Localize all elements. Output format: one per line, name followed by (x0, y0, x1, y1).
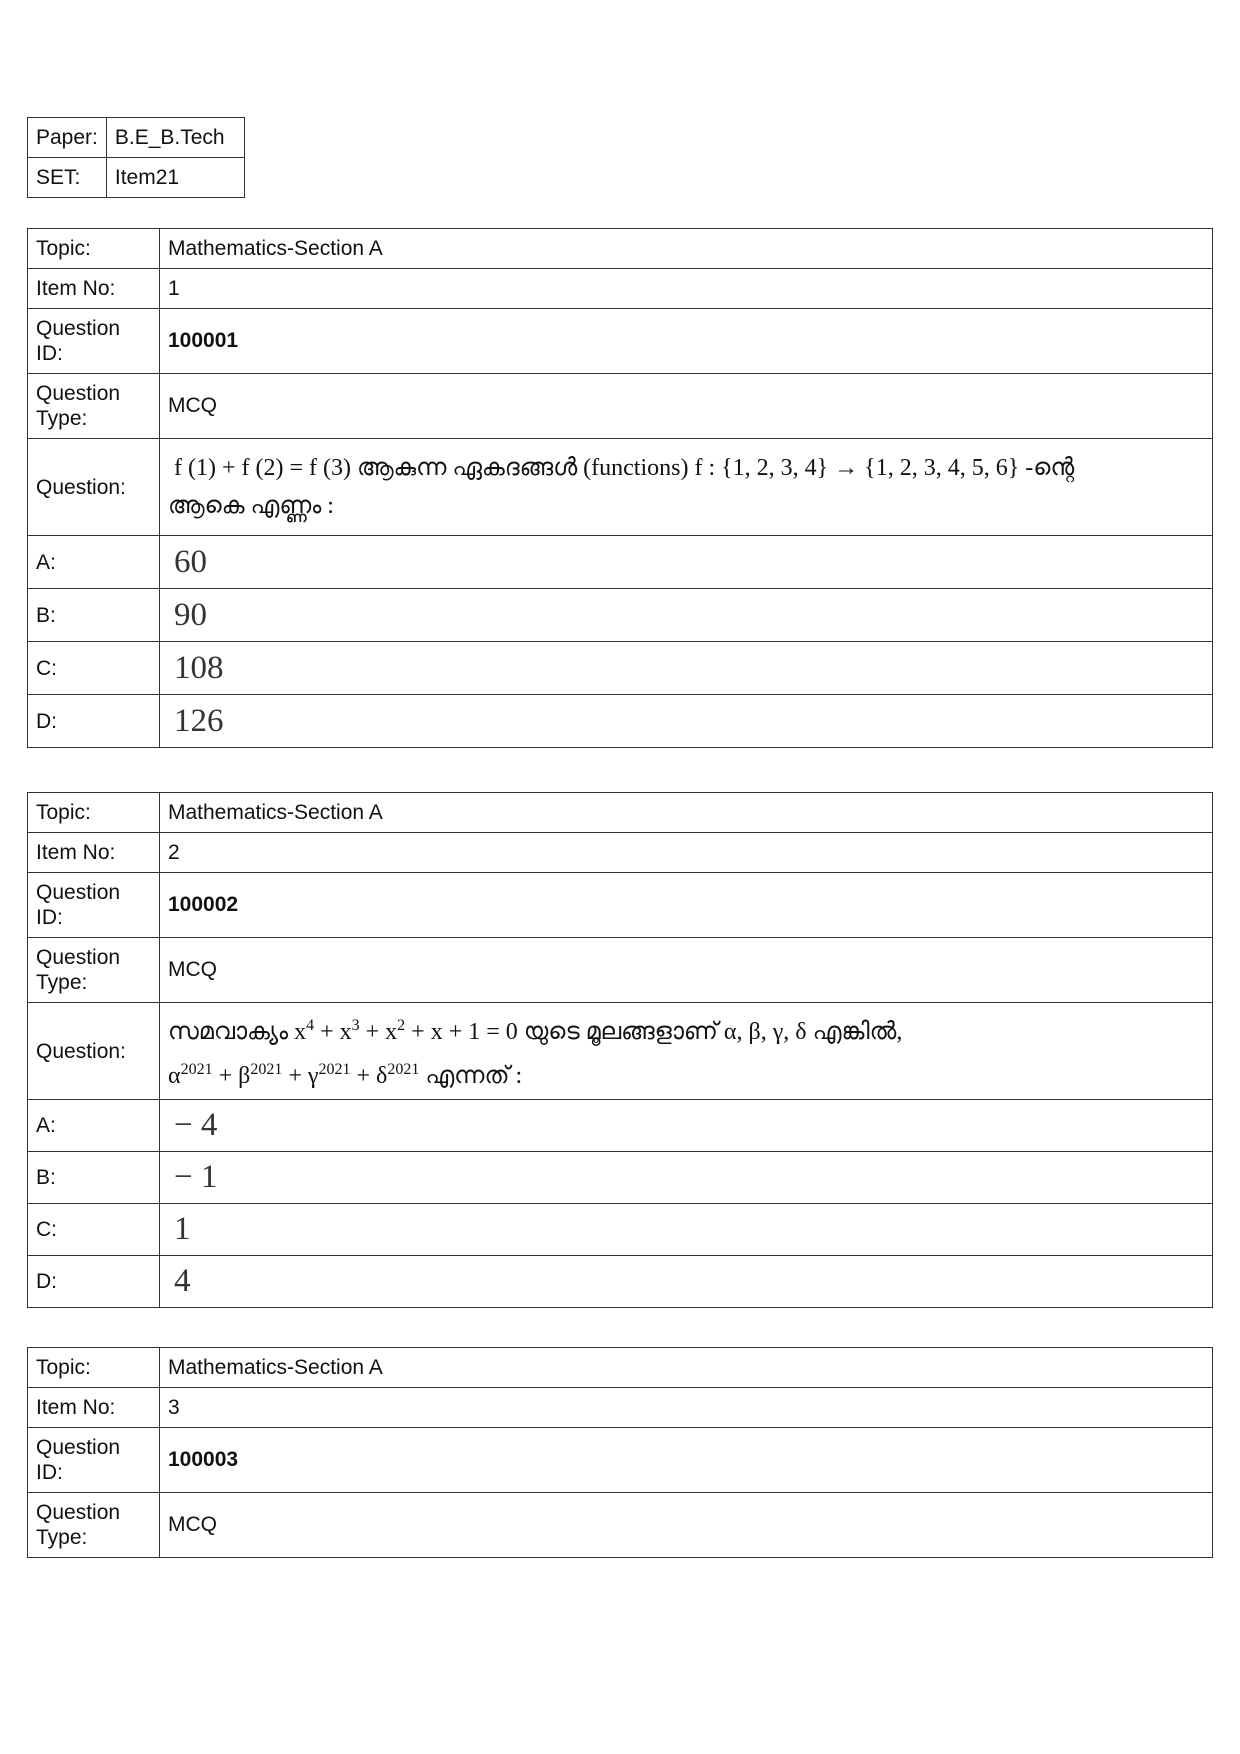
question-type-row (28, 374, 1213, 439)
q2-part1: സമവാക്യം x (168, 1019, 307, 1045)
option-a-label: A: (28, 1100, 160, 1152)
topic-value: Mathematics-Section A (160, 229, 1213, 269)
set-row (28, 158, 245, 198)
question-table-1 (27, 228, 1213, 748)
question-id-row (28, 309, 1213, 374)
question-table-3 (27, 1347, 1213, 1558)
option-row-b (28, 1152, 1213, 1204)
question-type-value: MCQ (160, 1493, 1213, 1558)
topic-value: Mathematics-Section A (160, 1348, 1213, 1388)
q2-beta: + β (212, 1063, 251, 1089)
set-label: SET: (28, 158, 107, 198)
q2-pow-a: 2021 (180, 1061, 213, 1078)
question-label: Question: (28, 439, 160, 536)
q2-gamma: + γ (282, 1063, 319, 1089)
question-row (28, 439, 1213, 536)
question-id-row (28, 873, 1213, 938)
question-line-1 (168, 1007, 1204, 1051)
set-value: Item21 (106, 158, 244, 198)
topic-row (28, 229, 1213, 269)
topic-label: Topic: (28, 1348, 160, 1388)
item-no-label: Item No: (28, 833, 160, 873)
option-b-value: 90 (160, 589, 1213, 642)
q2-plus-x: + x (314, 1019, 352, 1045)
option-a-value: − 4 (160, 1100, 1213, 1152)
q2-alpha: α (168, 1063, 181, 1089)
option-row-a (28, 1100, 1213, 1152)
question-id-label: Question ID: (28, 309, 160, 374)
question-table-2 (27, 792, 1213, 1308)
question-line-1: f (1) + f (2) = f (3) ആകുന്ന ഏകദങ്ങൾ (functions) f : {1, 2, 3, 4} → {1, 2, 3, 4, 5, 6} -ന്റെ (174, 455, 1075, 481)
option-row-a (28, 536, 1213, 589)
paper-row (28, 118, 245, 158)
paper-label: Paper: (28, 118, 107, 158)
item-no-row (28, 1388, 1213, 1428)
option-row-c (28, 642, 1213, 695)
question-label: Question: (28, 1003, 160, 1100)
q2-delta: + δ (350, 1063, 388, 1089)
question-id-value: 100001 (160, 309, 1213, 374)
option-row-d (28, 1256, 1213, 1308)
option-c-value: 108 (160, 642, 1213, 695)
q2-exp3: 2 (397, 1017, 406, 1034)
option-d-label: D: (28, 1256, 160, 1308)
question-type-label: Question Type: (28, 374, 160, 439)
q2-pow-d: 2021 (387, 1061, 420, 1078)
item-no-value: 1 (160, 269, 1213, 309)
option-a-value: 60 (160, 536, 1213, 589)
question-text (160, 439, 1213, 536)
q2-exp1: 4 (306, 1017, 315, 1034)
item-no-value: 2 (160, 833, 1213, 873)
topic-row (28, 1348, 1213, 1388)
option-d-value: 126 (160, 695, 1213, 748)
question-id-label: Question ID: (28, 873, 160, 938)
question-type-label: Question Type: (28, 1493, 160, 1558)
topic-label: Topic: (28, 793, 160, 833)
option-row-c (28, 1204, 1213, 1256)
question-type-value: MCQ (160, 374, 1213, 439)
option-row-b (28, 589, 1213, 642)
question-id-value: 100002 (160, 873, 1213, 938)
question-text (160, 1003, 1213, 1100)
question-line-2 (168, 1051, 1204, 1095)
question-type-row (28, 938, 1213, 1003)
q2-part2: + x + 1 = 0 യുടെ മൂലങ്ങളാണ് α, β, γ, δ എങ്കിൽ, (405, 1019, 903, 1045)
option-b-label: B: (28, 1152, 160, 1204)
q2-pow-c: 2021 (318, 1061, 351, 1078)
q2-pow-b: 2021 (250, 1061, 283, 1078)
item-no-value: 3 (160, 1388, 1213, 1428)
option-d-label: D: (28, 695, 160, 748)
option-d-value: 4 (160, 1256, 1213, 1308)
paper-value: B.E_B.Tech (106, 118, 244, 158)
option-c-label: C: (28, 642, 160, 695)
question-type-value: MCQ (160, 938, 1213, 1003)
item-no-label: Item No: (28, 269, 160, 309)
topic-row (28, 793, 1213, 833)
q2-tail: എന്നത് : (419, 1063, 523, 1089)
question-type-label: Question Type: (28, 938, 160, 1003)
option-row-d (28, 695, 1213, 748)
option-c-value: 1 (160, 1204, 1213, 1256)
question-row (28, 1003, 1213, 1100)
item-no-label: Item No: (28, 1388, 160, 1428)
paper-info-table (27, 117, 245, 198)
option-c-label: C: (28, 1204, 160, 1256)
topic-label: Topic: (28, 229, 160, 269)
q2-plus-x2: + x (359, 1019, 398, 1045)
item-no-row (28, 269, 1213, 309)
item-no-row (28, 833, 1213, 873)
question-id-row (28, 1428, 1213, 1493)
topic-value: Mathematics-Section A (160, 793, 1213, 833)
option-b-label: B: (28, 589, 160, 642)
option-b-value: − 1 (160, 1152, 1213, 1204)
q2-exp2: 3 (351, 1017, 360, 1034)
question-type-row (28, 1493, 1213, 1558)
question-id-value: 100003 (160, 1428, 1213, 1493)
question-line-2: ആകെ എണ്ണം : (168, 493, 334, 519)
option-a-label: A: (28, 536, 160, 589)
question-id-label: Question ID: (28, 1428, 160, 1493)
